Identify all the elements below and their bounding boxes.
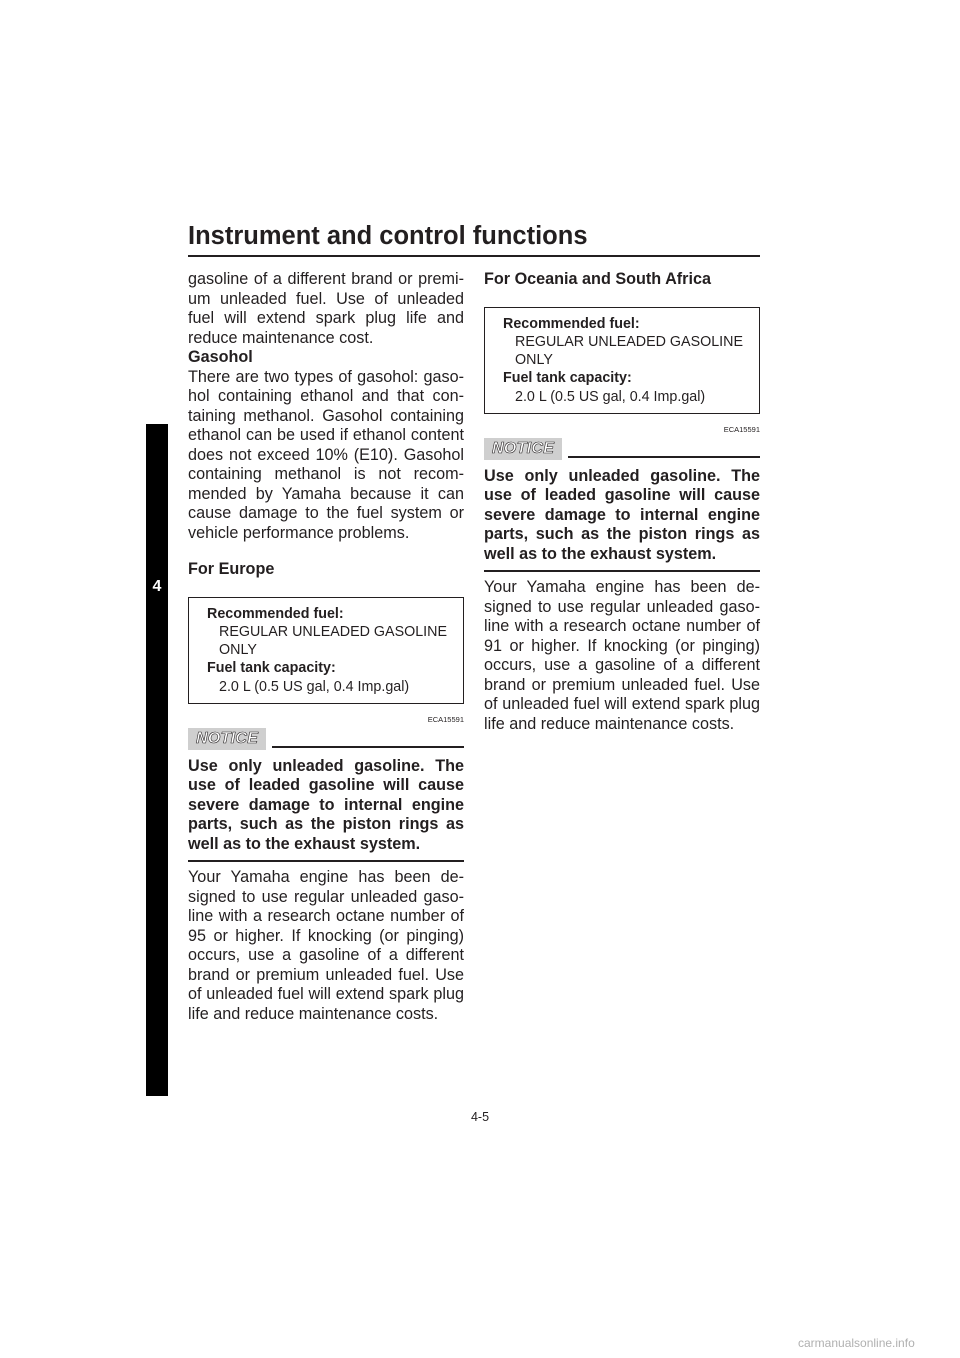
capacity-label: Fuel tank capacity: xyxy=(207,660,336,677)
fuel-value: REGULAR UNLEADED GASOLINE ONLY xyxy=(515,333,744,369)
reference-code: ECA15591 xyxy=(723,424,760,434)
left-column xyxy=(188,270,464,1024)
page-number: 4-5 xyxy=(470,1110,490,1124)
notice-end-rule xyxy=(484,570,760,572)
notice-rule xyxy=(568,456,760,458)
heading-gasohol: Gasohol xyxy=(188,348,253,366)
capacity-value: 2.0 L (0.5 US gal, 0.4 Imp.gal) xyxy=(515,388,706,405)
chapter-tab xyxy=(146,424,168,1096)
paragraph-fuel-intro: gasoline of a different brand or premi-um unleaded fuel. Use of unleaded fuel will extend spark plug life and reduce maintenance cost. xyxy=(188,270,464,347)
capacity-value: 2.0 L (0.5 US gal, 0.4 Imp.gal) xyxy=(219,678,410,695)
notice-end-rule xyxy=(188,860,464,862)
capacity-label: Fuel tank capacity: xyxy=(503,370,632,387)
reference-code: ECA15591 xyxy=(427,714,464,724)
notice-badge: NOTICE xyxy=(484,438,562,460)
chapter-tab-number: 4 xyxy=(152,578,162,595)
notice-rule xyxy=(272,746,464,748)
fuel-value: REGULAR UNLEADED GASOLINE ONLY xyxy=(219,623,448,659)
fuel-spec-box xyxy=(188,597,464,704)
fuel-label: Recommended fuel: xyxy=(207,605,344,622)
paragraph-octane: Your Yamaha engine has been de-signed to use regular unleaded gaso-line with a research octane number of 95 or higher. If knocking (or pinging) occurs, use a gasoline of a different brand or premium unleaded fuel. Use of unleaded fuel will extend spark plug life and reduce maintenance costs. xyxy=(188,868,464,1023)
notice-text: Use only unleaded gasoline. The use of leaded gasoline will cause severe damage to internal engine parts, such as the piston rings as well as to the exhaust system. xyxy=(484,466,760,563)
heading-for-europe: For Europe xyxy=(188,560,275,578)
right-column xyxy=(484,270,760,734)
notice-header xyxy=(188,728,464,750)
page-title: Instrument and control functions xyxy=(188,222,588,250)
title-divider xyxy=(188,255,760,257)
notice-header xyxy=(484,438,760,460)
fuel-spec-box xyxy=(484,307,760,414)
watermark-text: carmanualsonline.info xyxy=(798,1336,915,1350)
notice-text: Use only unleaded gasoline. The use of leaded gasoline will cause severe damage to internal engine parts, such as the piston rings as well as to the exhaust system. xyxy=(188,756,464,853)
fuel-label: Recommended fuel: xyxy=(503,315,640,332)
paragraph-octane: Your Yamaha engine has been de-signed to use regular unleaded gaso-line with a research octane number of 91 or higher. If knocking (or pinging) occurs, use a gasoline of a different brand or premium unleaded fuel. Use of unleaded fuel will extend spark plug life and reduce maintenance costs. xyxy=(484,578,760,733)
notice-badge: NOTICE xyxy=(188,728,266,750)
paragraph-gasohol: There are two types of gasohol: gaso-hol containing ethanol and that con-taining methanol. Gasohol containing ethanol can be used if ethanol content does not exceed 10% (E10). Gasohol containing methanol is not recom-mended by Yamaha because it can cause damage to the fuel system or vehicle performance problems. xyxy=(188,367,464,542)
heading-for-oceania: For Oceania and South Africa xyxy=(484,270,711,288)
